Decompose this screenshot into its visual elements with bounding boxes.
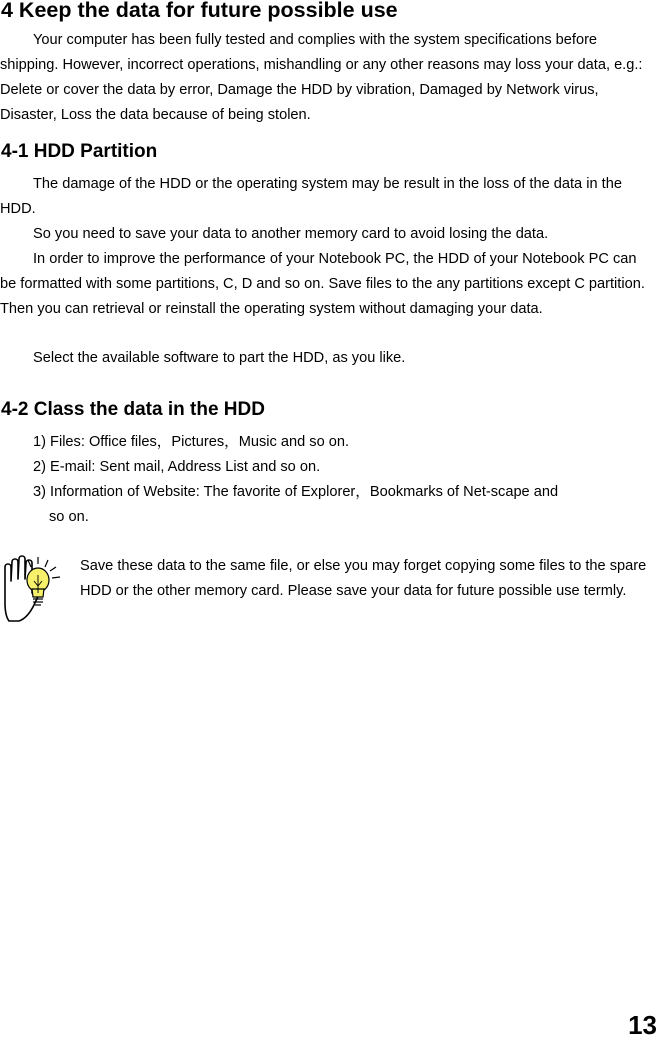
section-title: 4 Keep the data for future possible use xyxy=(1,0,398,22)
class-data-heading: 4-2 Class the data in the HDD xyxy=(1,399,265,420)
list-item-email xyxy=(33,455,648,480)
intro-paragraph: Your computer has been fully tested and complies with the system specifications before shipping. However, incorrect operations, mishandling or any other reasons may loss your data, e.g.: Delete or cover the data by error, Damage the HDD by vibration, Damaged by Network virus, Disaster, Loss the data because of being stolen. xyxy=(0,32,643,123)
list-item-continuation: so on. xyxy=(49,509,89,525)
hand-lightbulb-icon xyxy=(1,553,63,627)
partition-paragraph-2: So you need to save your data to another memory card to avoid losing the data. xyxy=(33,226,549,242)
list-item-text: 2) E-mail: Sent mail, Address List and so on. xyxy=(33,459,321,475)
list-item-files xyxy=(33,430,648,455)
list-item-text: 3) Information of Website: The favorite of Explorer，Bookmarks of Net-scape and xyxy=(33,484,559,500)
partition-heading: 4-1 HDD Partition xyxy=(1,141,158,162)
partition-paragraph-1: The damage of the HDD or the operating system may be result in the loss of the data in the HDD. xyxy=(0,176,622,217)
list-item-website xyxy=(33,480,648,530)
tip-text: Save these data to the same file, or else you may forget copying some files to the spare HDD or the other memory card. Please save your data for future possible use termly. xyxy=(80,558,647,599)
list-item-text: 1) Files: Office files，Pictures，Music and so on. xyxy=(33,434,350,450)
partition-paragraph-3: In order to improve the performance of your Notebook PC, the HDD of your Notebook PC can be formatted with some partitions, C, D and so on. Save files to the any partitions except C partition. Then you can retrieval or reinstall the operating system without damaging your data. xyxy=(0,251,645,317)
page-number: 13 xyxy=(628,1010,657,1040)
partition-paragraph-4: Select the available software to part the HDD, as you like. xyxy=(33,350,406,366)
